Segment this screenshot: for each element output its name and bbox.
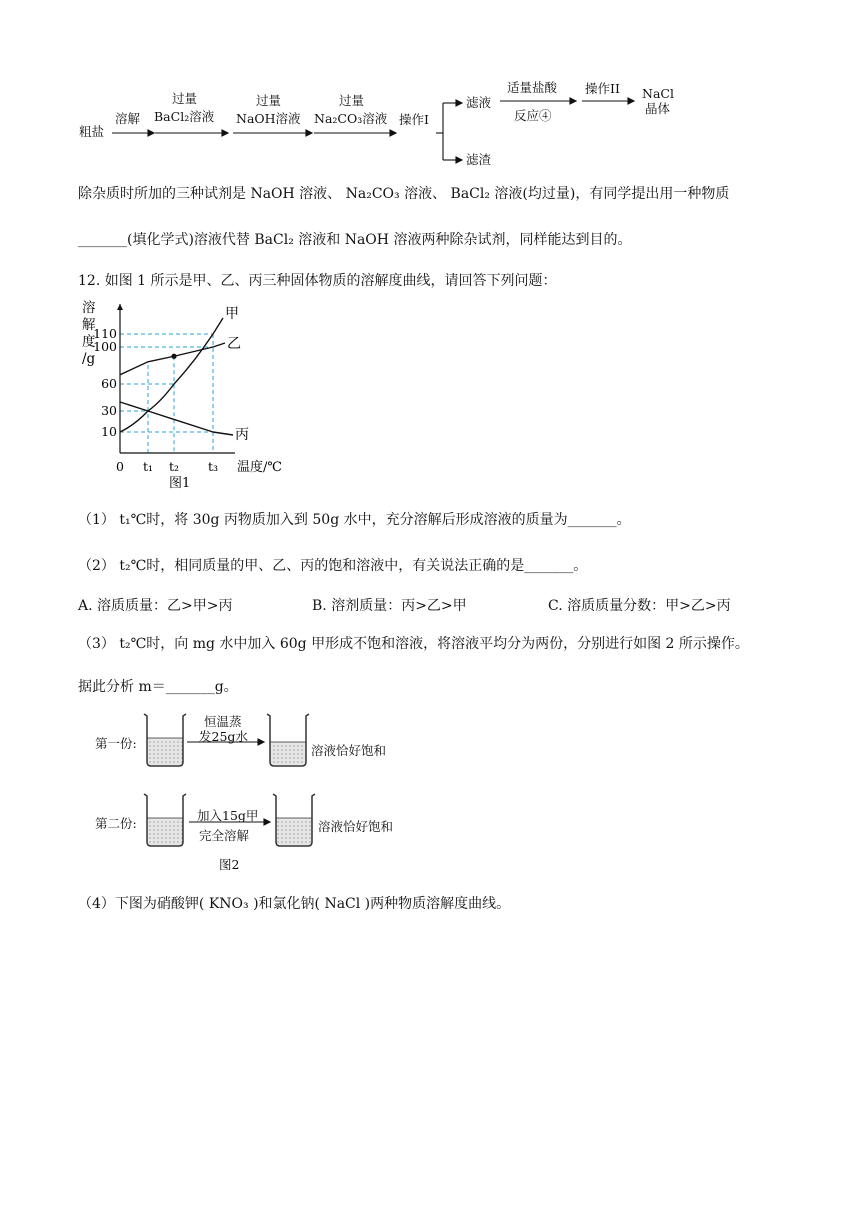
- y-axis-label-part: 度: [82, 334, 96, 350]
- paragraph-substitute: _______(填化学式)溶液代替 BaCl₂ 溶液和 NaOH 溶液两种除杂试剂，同样能达到目的。: [78, 232, 632, 248]
- chart-caption: 图1: [169, 476, 191, 491]
- fig2-row1-op-top: 恒温蒸: [204, 714, 242, 729]
- y-tick-label: 10: [101, 424, 117, 439]
- flow-acid-top: 适量盐酸: [507, 80, 558, 95]
- fig2-caption: 图2: [219, 857, 240, 872]
- beaker-row1-before: [144, 714, 186, 766]
- question-3-line2: 据此分析 m＝_______g。: [78, 679, 238, 695]
- series-label-jia: 甲: [225, 306, 239, 322]
- x-tick-label: 0: [116, 459, 124, 474]
- y-tick-label: 110: [93, 326, 117, 341]
- option-b: B. 溶剂质量：丙>乙>甲: [312, 598, 467, 614]
- fig2-row2-label: 第二份:: [95, 816, 137, 831]
- question-2: （2） t₂℃时，相同质量的甲、乙、丙的饱和溶液中，有关说法正确的是_______。: [78, 558, 588, 574]
- figure-2-drawing: [0, 700, 860, 880]
- y-tick-label: 60: [101, 376, 117, 391]
- x-tick-label: t₂: [168, 459, 180, 474]
- series-label-yi: 乙: [227, 336, 241, 352]
- question-3-line1: （3） t₂℃时，向 mg 水中加入 60g 甲形成不饱和溶液，将溶液平均分为两份，分别进行如图 2 所示操作。: [78, 636, 749, 652]
- beaker-row2-before: [144, 794, 186, 846]
- question-12: 12. 如图 1 所示是甲、乙、丙三种固体物质的溶解度曲线，请回答下列问题：: [78, 273, 557, 289]
- option-c: C. 溶质质量分数：甲>乙>丙: [548, 598, 731, 614]
- flow-arrows: [0, 0, 860, 180]
- curve-bing-tail: [213, 432, 233, 435]
- x-tick-label: t₃: [207, 459, 219, 474]
- flow-step2-top: 过量: [172, 91, 198, 106]
- beaker-row2-after: [273, 794, 315, 846]
- series-label-bing: 丙: [235, 427, 249, 443]
- y-axis-arrow: [117, 304, 123, 310]
- y-axis-label-part: 解: [82, 317, 96, 333]
- flow-filtrate: 滤液: [466, 95, 492, 110]
- question-4: （4）下图为硝酸钾( KNO₃ )和氯化钠( NaCl )两种物质溶解度曲线。: [78, 896, 511, 912]
- flow-product-2: 晶体: [645, 101, 671, 116]
- beaker-row1-after: [267, 714, 309, 766]
- fig2-row2-op-bottom: 完全溶解: [199, 828, 250, 843]
- y-tick-label: 30: [101, 403, 117, 418]
- fig2-row1-op-bottom: 发25g水: [199, 729, 248, 744]
- y-axis-label-part: 溶: [82, 300, 96, 316]
- y-axis-label-part: /g: [82, 351, 96, 367]
- fig2-row1-label: 第一份:: [95, 736, 137, 751]
- flow-residue: 滤渣: [466, 152, 492, 167]
- curve-yi-tail: [213, 343, 225, 347]
- flow-op2: 操作II: [585, 81, 620, 96]
- flow-op1: 操作I: [399, 112, 429, 127]
- fig2-row2-result: 溶液恰好饱和: [318, 819, 394, 834]
- flow-step4-top: 过量: [339, 93, 365, 108]
- fig2-row1-result: 溶液恰好饱和: [311, 743, 387, 758]
- flow-step-dissolve: 溶解: [115, 111, 141, 126]
- flow-step2-bottom: BaCl₂溶液: [154, 109, 215, 124]
- option-a: A. 溶质质量：乙>甲>丙: [78, 598, 233, 614]
- y-tick-label: 100: [93, 339, 117, 354]
- question-1: （1） t₁℃时，将 30g 丙物质加入到 50g 水中，充分溶解后形成溶液的质量为_______。: [78, 512, 631, 528]
- x-axis-label: 温度/℃: [237, 460, 282, 475]
- curve-bing: [120, 402, 213, 432]
- flow-step3-bottom: NaOH溶液: [236, 111, 301, 126]
- flow-acid-bottom: 反应④: [514, 108, 552, 123]
- fig2-row2-op-top: 加入15g甲: [197, 808, 259, 823]
- solubility-chart-svg: [70, 296, 310, 496]
- flow-start: 粗盐: [79, 124, 105, 139]
- paragraph-reagents: 除杂质时所加的三种试剂是 NaOH 溶液、 Na₂CO₃ 溶液、 BaCl₂ 溶液(均过量)，有同学提出用一种物质: [78, 186, 730, 202]
- curve-jia-tail: [213, 318, 223, 334]
- x-tick-label: t₁: [142, 459, 154, 474]
- flow-step4-bottom: Na₂CO₃溶液: [314, 111, 388, 126]
- flow-product-1: NaCl: [642, 86, 674, 101]
- curve-yi: [120, 347, 213, 375]
- flow-step3-top: 过量: [256, 93, 282, 108]
- intersection-point: [171, 354, 176, 359]
